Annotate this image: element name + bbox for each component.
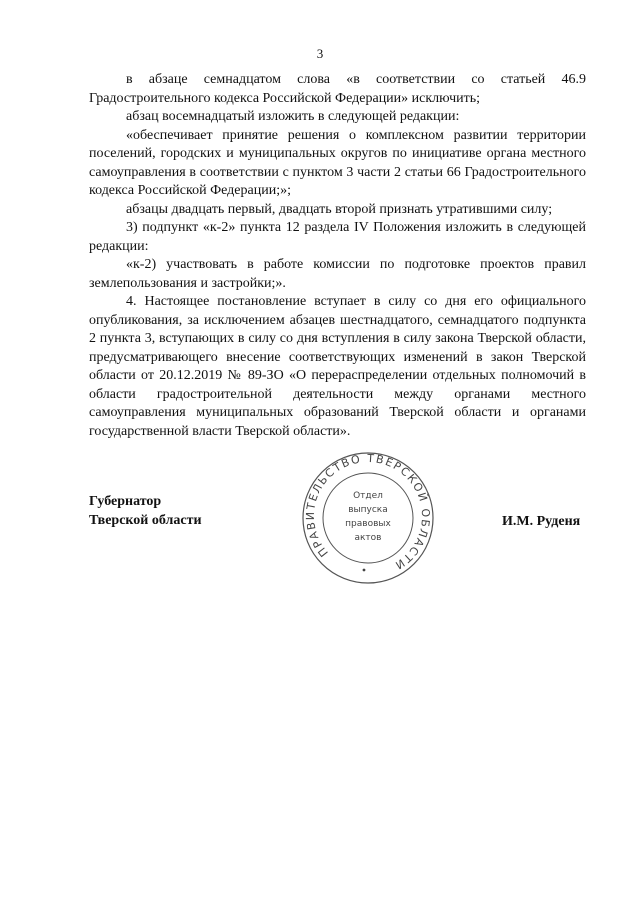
stamp-inner-line: правовых <box>345 519 391 529</box>
signatory-title <box>89 492 202 530</box>
stamp-ring-textpath: ПРАВИТЕЛЬСТВО ТВЕРСКОЙ ОБЛАСТИ <box>303 452 433 573</box>
paragraph: «к-2) участвовать в работе комиссии по подготовке проектов правил землепользования и застройки;». <box>89 257 586 291</box>
paragraph: абзац восемнадцатый изложить в следующей редакции: <box>126 109 460 124</box>
signatory-name: И.М. Руденя <box>502 514 581 529</box>
stamp-inner-line: актов <box>354 533 382 543</box>
document-body <box>89 71 586 441</box>
stamp-inner-line: Отдел <box>353 491 383 501</box>
paragraph: 3) подпункт «к-2» пункта 12 раздела IV Положения изложить в следующей редакции: <box>89 220 586 254</box>
page-number: 3 <box>316 46 324 61</box>
signatory-title-line: Тверской области <box>89 513 202 528</box>
paragraph: «обеспечивает принятие решения о комплексном развитии территории поселений, городских и муниципальных округов по инициативе органа местного самоуправления в соответствии с пунктом 3 части 2 статьи 66 Градостроительного кодекса Российской Федерации;»; <box>89 127 586 198</box>
stamp-dot <box>363 569 366 572</box>
signatory-title-line: Губернатор <box>89 494 162 509</box>
paragraph: абзацы двадцать первый, двадцать второй признать утратившими силу; <box>126 201 553 217</box>
paragraph: в абзаце семнадцатом слова «в соответствии со статьей 46.9 Градостроительного кодекса Российской Федерации» исключить; <box>89 72 586 106</box>
paragraph: 4. Настоящее постановление вступает в силу со дня его официального опубликования, за исключением абзацев шестнадцатого, семнадцатого подпункта 2 пункта 3, вступающих в силу со дня вступления в силу закона Тверской области, предусматривающего внесение соответствующих изменений в закон Тверской области от 20.12.2019 № 89-ЗО «О перераспределении отдельных полномочий в области градостроительной деятельности между органами местного самоуправления муниципальных образований Тверской области и органами государственной власти Тверской области». <box>89 294 586 439</box>
stamp-inner-line: выпуска <box>348 505 388 515</box>
official-stamp <box>296 452 440 587</box>
